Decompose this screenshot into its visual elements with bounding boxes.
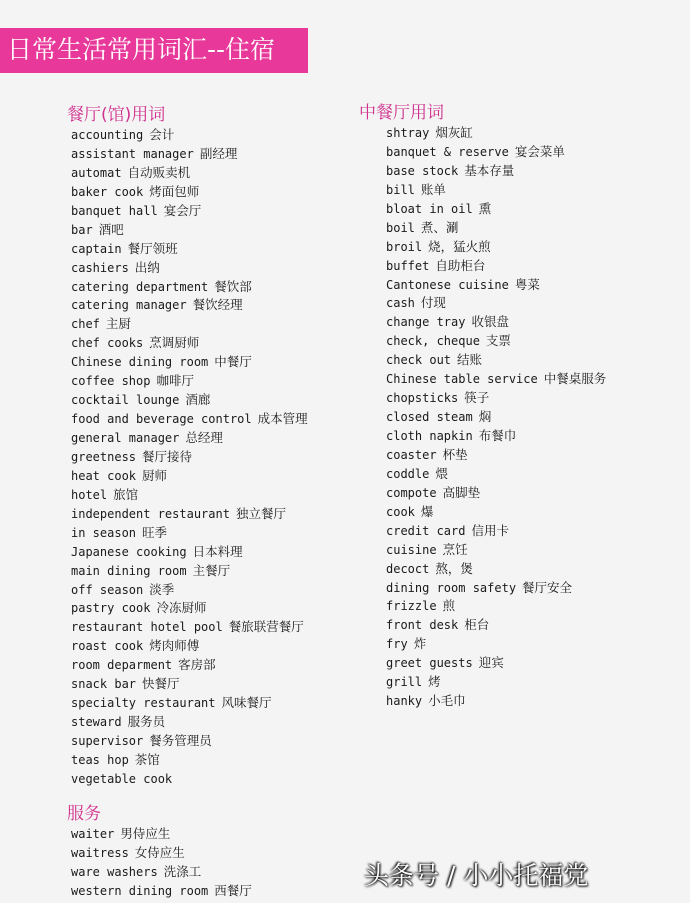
vocab-entry — [71, 618, 361, 637]
vocab-chinese: 旺季 — [142, 524, 168, 540]
vocab-english: main dining room — [71, 563, 187, 578]
vocab-entry — [71, 524, 361, 543]
vocab-chinese: 结账 — [457, 352, 483, 368]
vocab-chinese: 中餐厅 — [214, 354, 252, 370]
vocab-chinese: 信用卡 — [471, 522, 509, 538]
vocab-entry — [71, 543, 361, 562]
vocab-english: Chinese table service — [386, 372, 538, 387]
vocab-english: room deparment — [71, 658, 173, 673]
vocab-english: greetness — [71, 449, 137, 464]
vocab-chinese: 餐厅安全 — [522, 579, 573, 595]
vocab-english: check, cheque — [386, 334, 480, 349]
vocab-chinese: 西餐厅 — [214, 882, 252, 898]
vocab-english: teas hop — [71, 752, 129, 767]
vocab-entry — [71, 145, 361, 164]
vocab-entry — [386, 181, 686, 200]
vocab-entry — [71, 183, 361, 202]
vocab-entry — [71, 429, 361, 448]
vocab-english: greet guests — [386, 656, 473, 671]
vocab-entry — [71, 844, 361, 863]
vocab-chinese: 支票 — [485, 333, 511, 349]
watermark: 头条号 / 小小托福党 — [364, 861, 589, 890]
vocab-entry — [71, 732, 361, 751]
vocab-chinese: 客房部 — [178, 657, 216, 673]
vocab-entry — [71, 353, 361, 372]
vocab-entry — [386, 597, 686, 616]
vocab-english: hotel — [71, 487, 108, 502]
vocab-english: cashiers — [71, 260, 129, 275]
vocab-chinese: 自助柜台 — [435, 257, 486, 273]
vocab-chinese: 炸 — [413, 636, 427, 652]
vocab-english: cocktail lounge — [71, 393, 180, 408]
vocab-english: cloth napkin — [386, 429, 473, 443]
vocab-entry — [386, 124, 686, 143]
section-heading-service: 服务 — [67, 804, 101, 824]
vocab-english: catering manager — [71, 298, 187, 313]
vocab-entry — [386, 257, 686, 276]
vocab-entry — [71, 259, 361, 278]
vocab-entry — [386, 654, 686, 673]
vocab-entry — [386, 427, 686, 446]
vocab-entry — [71, 126, 361, 145]
vocab-entry — [71, 637, 361, 656]
vocab-english: off season — [71, 582, 144, 597]
vocab-english: chef cooks — [71, 336, 144, 351]
vocab-chinese: 布餐巾 — [478, 428, 517, 443]
vocab-entry — [71, 278, 361, 297]
vocab-entry — [71, 825, 361, 844]
vocab-entry — [71, 656, 361, 675]
service-terms-list — [71, 825, 361, 901]
vocab-chinese: 茶馆 — [134, 751, 160, 767]
vocab-english: base stock — [386, 163, 459, 178]
vocab-english: snack bar — [71, 677, 137, 692]
vocab-chinese: 总经理 — [185, 430, 223, 445]
vocab-entry — [386, 162, 686, 181]
vocab-chinese: 洗涤工 — [163, 863, 202, 879]
vocab-chinese: 烧，猛火煎 — [428, 238, 491, 254]
vocab-entry — [386, 541, 686, 560]
vocab-english: ware washers — [71, 864, 158, 879]
vocab-chinese: 旅馆 — [113, 486, 139, 502]
vocab-entry — [71, 675, 361, 694]
vocab-chinese: 高脚垫 — [442, 484, 481, 500]
vocab-english: Chinese dining room — [71, 355, 209, 370]
vocab-chinese: 出纳 — [134, 259, 160, 275]
vocab-chinese: 副经理 — [199, 145, 238, 161]
vocab-chinese: 服务员 — [127, 714, 166, 730]
vocab-english: baker cook — [71, 184, 144, 199]
vocab-entry — [71, 372, 361, 391]
page-title: 日常生活常用词汇--住宿 — [7, 35, 276, 64]
vocab-chinese: 酒廊 — [185, 392, 211, 408]
vocab-chinese: 烤 — [428, 674, 441, 690]
vocab-entry — [71, 486, 361, 505]
vocab-entry — [71, 410, 361, 429]
vocab-chinese: 咖啡厅 — [156, 373, 194, 389]
vocab-entry — [386, 503, 686, 522]
vocab-chinese: 淡季 — [149, 581, 175, 597]
vocab-chinese: 账单 — [420, 181, 446, 197]
vocab-chinese: 烤面包师 — [149, 183, 200, 199]
vocab-english: shtray — [386, 126, 430, 140]
vocab-entry — [386, 692, 686, 711]
vocab-entry — [71, 240, 361, 259]
vocab-english: assistant manager — [71, 146, 194, 161]
vocab-english: Cantonese cuisine — [386, 277, 509, 292]
vocab-english: bar — [71, 222, 93, 237]
vocab-entry — [71, 599, 361, 618]
vocab-english: fry — [386, 637, 408, 652]
vocab-english: dining room safety — [386, 580, 517, 595]
vocab-chinese: 厨师 — [142, 467, 168, 483]
vocab-entry — [71, 751, 361, 770]
vocab-english: pastry cook — [71, 601, 151, 616]
vocab-english: frizzle — [386, 599, 437, 614]
section-heading-restaurant: 餐厅(馆)用词 — [67, 105, 166, 125]
vocab-english: credit card — [386, 523, 466, 538]
vocab-entry — [386, 389, 686, 408]
vocab-chinese: 柜台 — [464, 617, 490, 633]
vocab-chinese: 粤菜 — [514, 276, 540, 292]
vocab-entry — [386, 238, 686, 257]
vocab-entry — [386, 332, 686, 351]
vocab-english: buffet — [386, 258, 430, 273]
vocab-entry — [71, 202, 361, 221]
vocab-english: Japanese cooking — [71, 544, 187, 559]
vocab-entry — [71, 694, 361, 713]
vocab-chinese: 自动贩卖机 — [127, 164, 191, 180]
vocab-chinese: 中餐桌服务 — [543, 371, 607, 387]
vocab-english: in season — [71, 525, 137, 540]
vocab-english: compote — [386, 485, 437, 500]
vocab-entry — [386, 635, 686, 654]
vocab-english: heat cook — [71, 468, 137, 483]
vocab-chinese: 日本料理 — [192, 543, 243, 559]
vocab-chinese: 快餐厅 — [142, 676, 180, 692]
vocab-english: decoct — [386, 561, 430, 576]
vocab-chinese: 餐饮部 — [214, 278, 252, 294]
vocab-entry — [71, 770, 361, 789]
vocab-chinese: 酒吧 — [98, 221, 124, 237]
vocab-english: food and beverage control — [71, 412, 252, 427]
vocab-english: vegetable cook — [71, 771, 173, 786]
vocab-entry — [71, 334, 361, 353]
vocab-english: change tray — [386, 315, 466, 330]
vocab-entry — [386, 673, 686, 692]
vocab-chinese: 烹饪 — [442, 541, 468, 557]
vocab-entry — [386, 446, 686, 465]
vocab-chinese: 烹调厨师 — [149, 335, 200, 351]
vocab-chinese: 熏 — [478, 200, 492, 216]
vocab-entry — [71, 863, 361, 882]
vocab-entry — [386, 313, 686, 332]
vocab-entry — [71, 448, 361, 467]
vocab-chinese: 煎 — [442, 598, 456, 614]
vocab-english: restaurant hotel pool — [71, 620, 223, 635]
vocab-chinese: 主厨 — [105, 316, 131, 332]
vocab-english: banquet & reserve — [386, 144, 509, 159]
vocab-chinese: 烤肉师傅 — [149, 638, 200, 654]
vocab-chinese: 宴会菜单 — [514, 143, 565, 159]
vocab-chinese: 餐饮经理 — [192, 297, 243, 313]
vocab-english: independent restaurant — [71, 506, 230, 521]
vocab-entry — [386, 219, 686, 238]
vocab-entry — [386, 579, 686, 598]
vocab-english: general manager — [71, 431, 180, 445]
vocab-entry — [71, 391, 361, 410]
vocab-entry — [386, 408, 686, 427]
vocab-entry — [386, 351, 686, 370]
vocab-english: cook — [386, 504, 415, 519]
vocab-english: western dining room — [71, 883, 209, 898]
restaurant-terms-list — [71, 126, 361, 789]
vocab-chinese: 主餐厅 — [192, 562, 231, 578]
vocab-english: hanky — [386, 694, 423, 709]
vocab-chinese: 爆 — [420, 503, 434, 519]
vocab-chinese: 煨 — [435, 465, 448, 481]
vocab-chinese: 焖 — [478, 409, 492, 425]
vocab-english: supervisor — [71, 734, 144, 748]
vocab-english: bill — [386, 182, 415, 197]
vocab-chinese: 杯垫 — [442, 446, 468, 462]
vocab-chinese: 烟灰缸 — [435, 125, 473, 140]
vocab-english: specialty restaurant — [71, 696, 216, 711]
vocab-entry — [71, 562, 361, 581]
vocab-entry — [386, 484, 686, 503]
vocab-chinese: 熬，煲 — [435, 560, 473, 576]
chinese-restaurant-terms-list — [386, 124, 686, 711]
vocab-chinese: 餐厅接待 — [142, 448, 193, 464]
vocab-chinese: 付现 — [420, 295, 446, 311]
vocab-entry — [71, 467, 361, 486]
vocab-chinese: 成本管理 — [257, 411, 308, 427]
vocab-entry — [386, 143, 686, 162]
vocab-english: chopsticks — [386, 391, 459, 406]
vocab-chinese: 女侍应生 — [134, 844, 185, 860]
vocab-english: bloat in oil — [386, 201, 473, 216]
vocab-entry — [71, 505, 361, 524]
vocab-entry — [71, 713, 361, 732]
vocab-english: roast cook — [71, 639, 144, 654]
vocab-chinese: 独立餐厅 — [235, 505, 286, 521]
vocab-english: chef — [71, 317, 100, 332]
vocab-chinese: 筷子 — [464, 390, 490, 406]
vocab-chinese: 餐厅领班 — [127, 240, 178, 256]
vocab-entry — [386, 200, 686, 219]
vocab-english: waiter — [71, 827, 115, 841]
vocab-chinese: 煮、涮 — [420, 219, 459, 235]
vocab-entry — [71, 882, 361, 901]
vocab-english: captain — [71, 241, 122, 256]
vocab-english: coaster — [386, 447, 437, 462]
vocab-chinese: 男侍应生 — [120, 826, 171, 841]
vocab-english: coffee shop — [71, 374, 151, 389]
vocab-entry — [71, 164, 361, 183]
vocab-chinese: 会计 — [149, 127, 175, 142]
vocab-entry — [386, 294, 686, 313]
vocab-english: catering department — [71, 279, 209, 294]
vocab-chinese: 餐旅联营餐厅 — [228, 619, 304, 635]
vocab-entry — [386, 465, 686, 484]
vocab-entry — [386, 522, 686, 541]
vocab-english: check out — [386, 353, 452, 368]
title-banner — [0, 28, 308, 73]
vocab-chinese: 冷冻厨师 — [156, 600, 207, 616]
vocab-english: coddle — [386, 466, 430, 481]
vocab-english: automat — [71, 165, 122, 180]
vocab-chinese: 收银盘 — [471, 314, 509, 330]
section-heading-chinese-restaurant: 中餐厅用词 — [359, 103, 444, 123]
vocab-english: broil — [386, 239, 423, 254]
vocab-english: boil — [386, 220, 415, 235]
vocab-english: accounting — [71, 128, 144, 142]
vocab-chinese: 小毛巾 — [428, 693, 466, 709]
vocab-english: grill — [386, 675, 423, 690]
vocab-chinese: 迎宾 — [478, 655, 504, 671]
vocab-english: waitress — [71, 845, 129, 860]
vocab-entry — [386, 370, 686, 389]
vocab-entry — [386, 560, 686, 579]
vocab-entry — [386, 616, 686, 635]
vocab-chinese: 宴会厅 — [163, 202, 202, 218]
vocab-english: banquet hall — [71, 203, 158, 218]
vocab-entry — [71, 221, 361, 240]
vocab-entry — [71, 581, 361, 600]
vocab-entry — [71, 315, 361, 334]
vocab-entry — [386, 276, 686, 295]
vocab-english: front desk — [386, 618, 459, 633]
vocab-chinese: 餐务管理员 — [149, 733, 212, 748]
vocab-english: steward — [71, 715, 122, 730]
vocab-english: cash — [386, 296, 415, 311]
vocab-entry — [71, 296, 361, 315]
vocab-english: closed steam — [386, 410, 473, 425]
vocab-chinese: 基本存量 — [464, 162, 515, 178]
vocab-english: cuisine — [386, 542, 437, 557]
vocab-chinese: 风味餐厅 — [221, 695, 272, 711]
